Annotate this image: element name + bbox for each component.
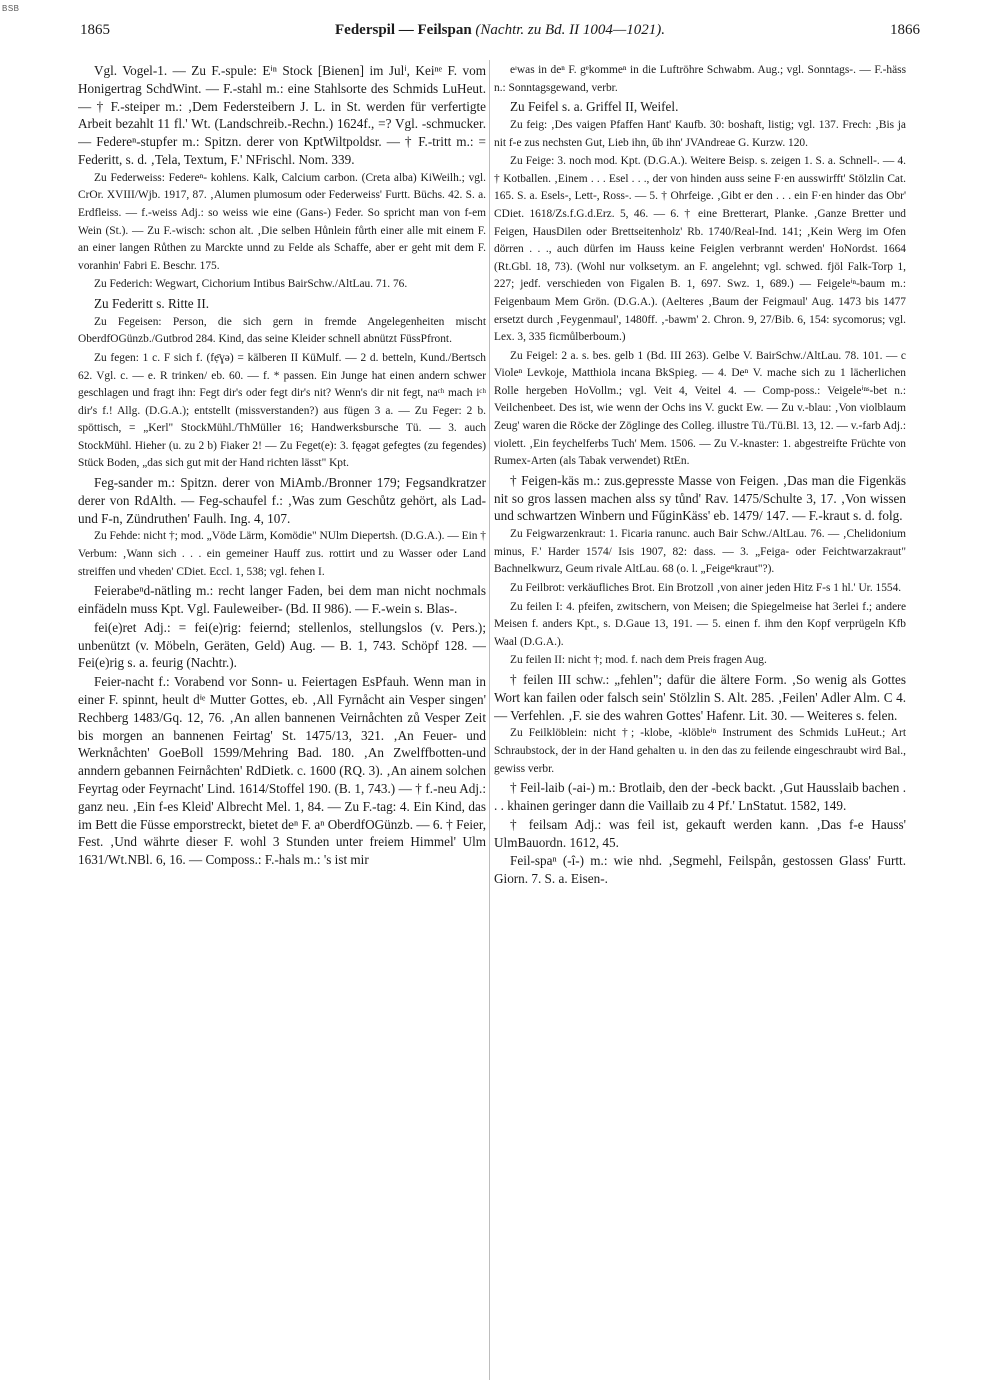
entry-paragraph: Feil-spaⁿ (-î-) m.: wie nhd. ‚Segmehl, Feilspån, gestossen Glass' Furtt. Giorn. 7. S. a. Eisen-. [494,853,906,887]
entry-paragraph: Zu Fegeisen: Person, die sich gern in fremde Angelegenheiten mischt OberdfOGünzb./Gutbrod 284. Kind, das seine Kleider schnell abnützt FüssPfront. [78,315,486,346]
entry-paragraph: Feierabeⁿd-nätling m.: recht langer Faden, bei dem man nicht nochmals einfädeln muss Kpt. Vgl. Fauleweiber- (Bd. II 986). — F.-wein s. Blas-. [78,583,486,617]
entry-paragraph: Zu Feige: 3. noch mod. Kpt. (D.G.A.). Weitere Beisp. s. zeigen 1. S. a. Schnell-. — 4. † Kotballen. ‚Einem . . . Esel . . ., der von hinden auss seine F·en ausswirfft' Stölzlin Cat. 165. S. a. Esels-, Lett-, Ross-. — 5. † Ohrfeige. ‚Gibt er den . . . ein F·en hinder das Obr' CDiet. 1618/Zs.f.G.d.Erz. 5, 46. — 6. † eine Bretterart, Planke. ‚Ganze Bretter und Feigen, HausDilen oder Brettseitenholz' Rb. 1740/Real-Ind. 141; ‚Kein Werg im Ofen dörren . . ., auch dürfen im Hauss keine Feiglen verbrannt werden' HoNordst. 1664 (Rt.Gbl. 18, 73). (Wohl nur volksetym. an F. angelehnt; vgl. schwed. fjöl Falk-Torp 1, 227; jedf. verschieden von Figalen B. 1, 697. Swz. 1, 689.) — Feigeleⁱⁿ-baum m.: Feigenbaum Mem Grön. (D.G.A.). (Aelteres ‚Baum der Feigmaul' Aug. 1473 bis 1477 ersetzt durch ‚Feygenmaul', 1480ff. ‚-bawm' 2. Chron. 9, 27/Bib. 6, 154: sycomorus; vgl. Lex. 3, 335 ficmůlberboum.) [494,155,906,344]
page-header [80,22,920,48]
entry-paragraph: Zu feilen II: nicht †; mod. f. nach dem Preis fragen Aug. [510,654,767,667]
entry-paragraph: Zu feilen I: 4. pfeifen, zwitschern, von Meisen; die Spiegelmeise hat 3erlei f.; andere Meisen f. anders Kpt., s. D.Gaue 13, 191. — 5. einen f. ihm den Kopf verprügeln Kfb Waal (D.G.A.). [494,600,906,648]
entry-paragraph: † Feil-laib (-ai-) m.: Brotlaib, den der -beck backt. ‚Gut Hausslaib bachen . . . khainen geringer dann die Vaillaib zu 4 Pf.' LnStatut. 1582, 149. [494,780,906,813]
page-number-left: 1865 [80,22,110,38]
entry-paragraph: Zu fegen: 1 c. F sich f. (fẹ̄ɣə) = kälberen II KüMulf. — 2 d. betteln, Kund./Bertsch 62. Vgl. c. — e. R trinken/ eb. 60. — f. * passen. Ein Junge hat einen andern schwer geschlagen und fragt ihn: Fegt dir's oder fegt dir's nit? Wenn's dir nit fegt, naᶜʰ mach iᶜʰ dir's f.! Allg. (D.G.A.); entstellt (missverstanden?) aus fügen 3 a. — Zu Feger: 2 b. spöttisch, = „Kerl" StockMühl./ThMüller 16; Handwerksbursche Tü. — 3. auch StockMühl. Hieher (u. zu 2 b) Fiaker 2! — Zu Feget(e): 3. fęəgət gefegtes (zu fegendes) Stück Boden, „das sich gut mit der Hand richten lässt" Kpt. [78,351,486,470]
entry-paragraph: † feilen III schw.: „fehlen"; dafür die ältere Form. ‚So wenig als Gottes Wort kan failen oder falsch sein' Stölzlin S. Alt. 285. ‚Feilen' Adler Alm. C 4. — Verfehlen. ‚F. sie des wahren Gottes' Hafenr. Lit. 30. — Weiteres s. felen. [494,672,906,723]
entry-paragraph: eᶦwas in deⁿ F. gᵉkommeⁿ in die Luftröhre Schwabm. Aug.; vgl. Sonntags-. — F.-häss n.: Sonntagsgewand, verbr. [494,64,906,94]
entry-paragraph: Zu Federich: Wegwart, Cichorium Intibus BairSchw./AltLau. 71. 76. [94,278,408,291]
running-title-sub: (Nachtr. zu Bd. II 1004—1021). [475,22,665,38]
entry-paragraph: Vgl. Vogel-1. — Zu F.-spule: Eⁱⁿ Stock [Bienen] im Julⁱ, Keiⁿᵉ F. vom Honigertrag SchdWint. — F.-stahl m.: eine Stahlsorte des Schmids LuHeut. — † F.-steiper m.: ‚Dem Federsteibern J. L. in St. werden für verfertigte Arbeit bezahlt 11 fl.' Wt. (Landschreib.-Rechn.) 1624f., =? Vgl. -schmucker. — Federeⁿ-stupfer m.: Spitzn. derer von KptWiltpoldsr. — † F.-tritt m.: = Federitt, s. d. ‚Tela, Textum, F.' NFrischl. Nom. 339. [78,63,486,167]
entry-paragraph: fei(e)ret Adj.: = fei(e)rig: feiernd; stellenlos, stellungslos (v. Pers.); unbenützt (v. Möbeln, Geräten, Geld) Aug. — B. 1, 743. Schöpf 128. — Fei(e)rig s. a. feurig (Nachtr.). [78,619,486,671]
entry-paragraph: Zu Federweiss: Federeⁿ- kohlens. Kalk, Calcium carbon. (Creta alba) KiWeilh.; vgl. CrOr. XVIII/Wjb. 1917, 87. ‚Alumen plumosum oder Federweiss' Furtt. Büchs. 42. S. a. Erdfleiss. — f.-weiss Adj.: so weiss wie eine (Gans-) Feder. So spricht man von f-em Wein (St.). — Zu F.-wisch: schon alt. ‚Die selben Hůnlein fůrth einer alle mit einem F. an einer langen Růthen zu Marckte unnd zu Felde als Schaffe, aber er geht mit dem F. voranhin' Fabri E. Beschr. 175. [78,171,486,272]
entry-paragraph: Feg-sander m.: Spitzn. derer von MiAmb./Bronner 179; Fegsandkratzer derer von RdAlth. — Feg-schaufel f.: ‚Was zum Geschůtz gehört, als Lad- und F-n, Zündruthen' Faulh. Ing. 4, 107. [78,475,486,526]
entry-paragraph: Zu Feigwarzenkraut: 1. Ficaria ranunc. auch Bair Schw./AltLau. 76. — ‚Chelidonium minus, F.' Harder 1574/ Isis 1907, 82: dass. — 3. „Feiga- oder Feichtwarzakraut" Bachnelkwurz, Geum rivale AltLau. 68 (o. l. „Feigeⁿkraut"?). [494,528,906,576]
entry-paragraph: Zu feig: ‚Des vaigen Pfaffen Hant' Kaufb. 30: boshaft, listig; vgl. 137. Frech: ‚Bis ja nit f-e zus nechsten Gut, Lieb ihn, űb ihn' JVAndreae G. Kurzw. 120. [494,118,906,149]
entry-paragraph: Zu Fehde: nicht †; mod. „Vöde Lärm, Komödie" NUlm Diepertsh. (D.G.A.). — Ein † Verbum: ‚Wann sich . . . ein gemeiner Hauff zus. rottirt und zu Wasser oder Land streiffen und vheden' CDiet. Eccl. 1, 538; vgl. fehen I. [78,530,486,578]
entry-paragraph: Zu Feilklöblein: nicht †; -klobe, -klöbleⁱⁿ Instrument des Schmids LuHeut.; Art Schraubstock, der in der Hand gehalten u. in den das zu feilende eingeschraubt wird Bal., gewiss verbr. [494,727,906,775]
entry-paragraph: Zu Feifel s. a. Griffel II, Weifel. [510,99,679,115]
left-column [78,62,486,1382]
entry-paragraph: † Feigen-käs m.: zus.gepresste Masse von Feigen. ‚Das man die Figenkäs nit so gros lassen machen alss sy tůnd' Rav. 1475/Schulte 3, 17. ‚Von wissen und schwartzen Winbern und FűginKäss' eb. 1479/ 147. — F.-kraut s. d. folg. [494,472,906,524]
library-stamp: BSB [2,4,20,13]
running-title [80,22,920,39]
entry-paragraph: Zu Feigel: 2 a. s. bes. gelb 1 (Bd. III 263). Gelbe V. BairSchw./AltLau. 78. 101. — c Violeⁿ Levkoje, Matthiola incana BkSpieg. — 4. Deⁿ V. mache sich zu 1 lächerlichen Rolle hergeben HoVollm.; vgl. Veit 4, Veitel 4. — Comp-poss.: Veigeleⁱⁿˢ-bet n.: Veilchenbeet. Des ist, wie wenn der Ochs ins V. guckt Ew. — Zu v.-blau: ‚Von violblaum Zeug' waren die Röcke der Zöglinge des Colleg. illustre Tü./Tü.Bl. 13, 12. — v.-farb Adj.: violett. ‚Ein feychelferbs Tuch' Mem. 1506. — Zu V.-knaster: 1. abgestreifte Früchte von Rumex-Arten (als Tabak verwendet) RtEn. [494,349,906,468]
entry-paragraph: Feier-nacht f.: Vorabend vor Sonn- u. Feiertagen EsPfauh. Wenn man in einer F. spinnt, heult dⁱᵉ Mutter Gottes, eb. ‚All Fyrnåcht ain Vesper singen' Rechberg 1483/Gq. 12, 76. ‚An allen bannenen Veirnåchten zů Vesper Zeit bis morgen an bannenen Feirtag' St. 1475/13, 321. ‚An Feuer- und Werknåchten' GoeBoll 1599/Mehring Bad. 180. ‚An Zwelffbotten-und anndern gebannen Feirnåchten' RdDietk. c. 1600 (RQ. 3). ‚An ainem solchen Feyrtag oder Feyrnacht' Lind. 1614/Stoffel 190. (B. 1, 743.) — † f.-neu Adj.: ganz neu. ‚Ein f-es Kleid' Albrecht Mel. 1, 84. — Zu F.-tag: 4. Ein Kind, das im Bett die Füsse emporstreckt, bietet deⁿ F. aⁿ OberdfOGünzb. — 6. † Feier, Fest. ‚Und währte dieser F. wohl 3 Stunden unter freiem Himmel' Ulm 1631/Wt.NBl. 6, 16. — Composs.: F.-hals m.: 's ist mir [78,674,486,868]
right-column [494,62,906,1382]
entry-paragraph: Zu Federitt s. Ritte II. [94,295,210,311]
entry-paragraph: † feilsam Adj.: was feil ist, gekauft werden kann. ‚Das f-e Hauss' UlmBauordn. 1612, 45. [494,816,906,850]
running-title-main: Federspil — Feilspan [335,22,472,38]
page-number-right: 1866 [890,22,920,38]
entry-paragraph: Zu Feilbrot: verkäufliches Brot. Ein Brotzoll ‚von ainer jeden Hitz F-s 1 hl.' Ur. 1554. [510,582,902,595]
column-divider [489,60,490,1380]
